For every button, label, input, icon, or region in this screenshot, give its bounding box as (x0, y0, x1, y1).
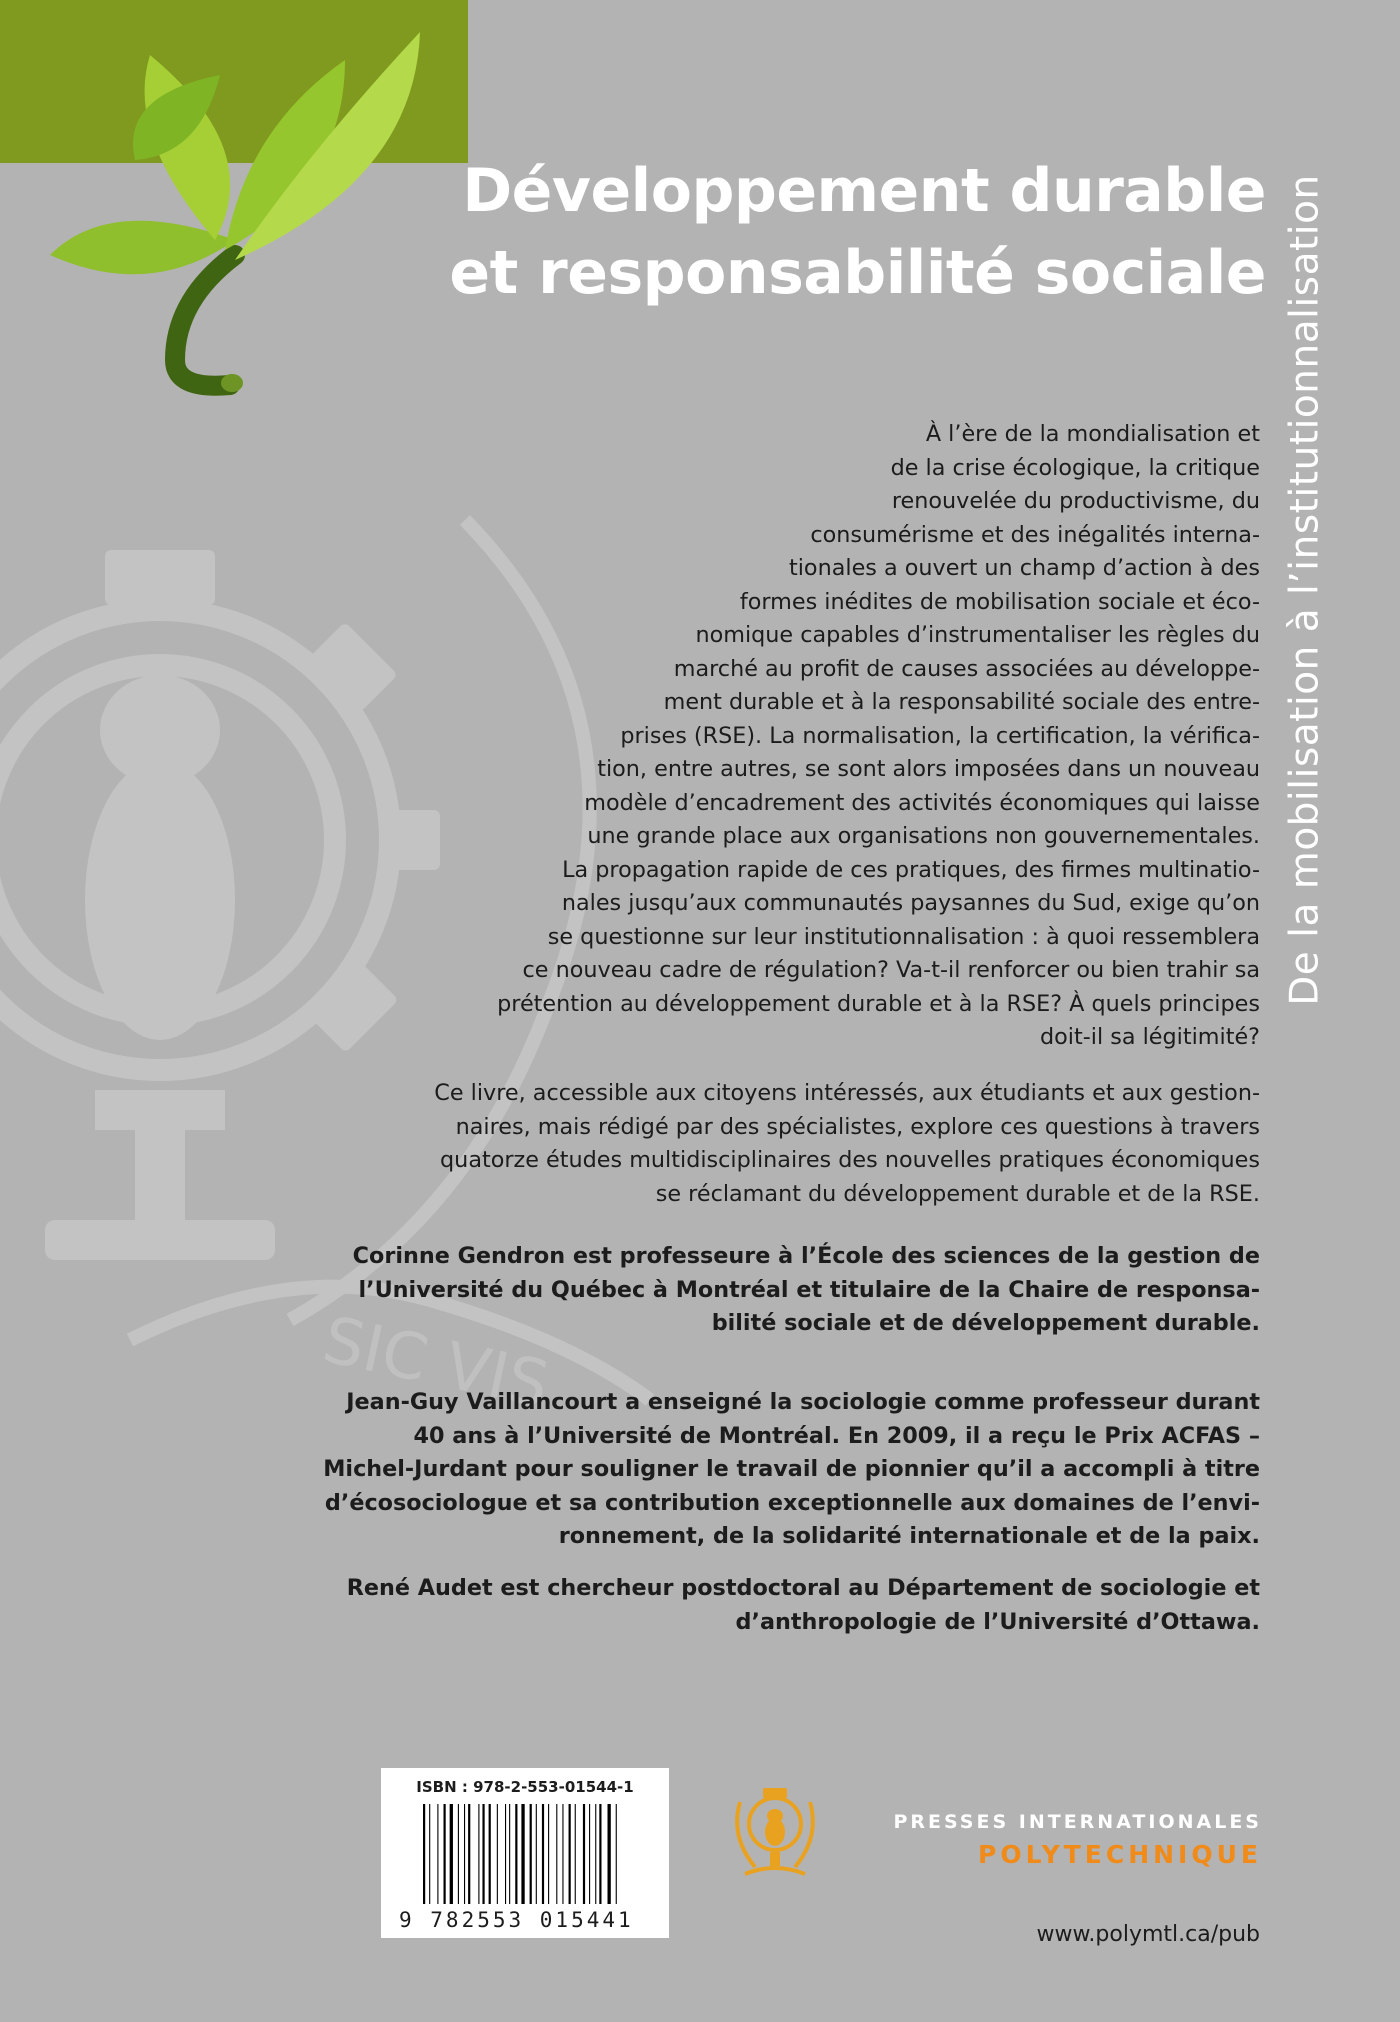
text-line: modèle d’encadrement des activités économiques qui laisse (584, 789, 1260, 816)
barcode-number: 9 782553 015441 (399, 1908, 634, 1932)
text-line: d’écosociologue et sa contribution exceptionnelle aux domaines de l’envi- (324, 1489, 1260, 1516)
barcode-bar (616, 1804, 617, 1904)
barcode-bar (444, 1804, 446, 1904)
barcode-bar (482, 1804, 484, 1904)
isbn-label: ISBN : 978-2-553-01544-1 (416, 1778, 634, 1796)
barcode-bar (536, 1804, 537, 1904)
barcode-bar (548, 1804, 549, 1904)
emblem-motto: SIC VIS (316, 1303, 555, 1424)
publisher-name-line2: POLYTECHNIQUE (978, 1840, 1262, 1869)
barcode-bar (464, 1804, 465, 1904)
text-line: marché au profit de causes associées au développe- (673, 655, 1260, 682)
text-line: naires, mais rédigé par des spécialistes, explore ces questions à travers (455, 1113, 1260, 1140)
text-line: doit-il sa légitimité? (1039, 1024, 1260, 1050)
text-line: prises (RSE). La normalisation, la certification, la vérifica- (620, 722, 1260, 749)
title-line: Développement durable (462, 156, 1266, 226)
text-line: La propagation rapide de ces pratiques, des firmes multinatio- (562, 856, 1260, 883)
barcode-bar (458, 1804, 459, 1904)
text-line: ronnement, de la solidarité internationale et de la paix. (558, 1523, 1260, 1549)
barcode-bar (437, 1804, 438, 1904)
barcode-bar (575, 1804, 576, 1904)
text-line: se réclamant du développement durable et de la RSE. (655, 1180, 1260, 1207)
text-line: d’anthropologie de l’Université d’Ottawa. (735, 1608, 1260, 1635)
barcode-bar (450, 1804, 453, 1904)
barcode-bar (509, 1804, 510, 1904)
book-subtitle: De la mobilisation à l’institutionnalisation (1282, 174, 1328, 1006)
text-line: de la crise écologique, la critique (890, 454, 1260, 481)
text-line: se questionne sur leur institutionnalisation : à quoi ressemblera (547, 923, 1260, 950)
barcode-bar (489, 1804, 491, 1904)
barcode-bar (556, 1804, 557, 1904)
text-line: prétention au développement durable et à la RSE? À quels principes (497, 990, 1260, 1017)
text-line: tionales a ouvert un champ d’action à des (789, 555, 1260, 581)
text-line: consumérisme et des inégalités interna- (810, 521, 1260, 548)
text-line: formes inédites de mobilisation sociale et éco- (739, 588, 1260, 615)
isbn-barcode (381, 1768, 669, 1938)
text-line: une grande place aux organisations non gouvernementales. (587, 823, 1260, 849)
barcode-bar (468, 1804, 470, 1904)
leaf-sprig-icon (0, 0, 470, 420)
text-line: l’Université du Québec à Montréal et titulaire de la Chaire de responsa- (358, 1276, 1260, 1303)
barcode-bar (599, 1804, 601, 1904)
text-line: À l’ère de la mondialisation et (925, 421, 1260, 447)
title-line: et responsabilité sociale (449, 238, 1266, 308)
barcode-bar (505, 1804, 506, 1904)
barcode-bar (569, 1804, 571, 1904)
subtitle-container (1265, 165, 1345, 1015)
text-line: bilité sociale et de développement durable. (711, 1310, 1260, 1336)
barcode-bar (521, 1804, 524, 1904)
barcode-bar (530, 1804, 532, 1904)
text-line: renouvelée du productivisme, du (891, 488, 1260, 514)
barcode-bar (478, 1804, 479, 1904)
barcode-bar (423, 1804, 425, 1904)
author-bio-vaillancourt (323, 1386, 1260, 1554)
barcode-bar (589, 1804, 590, 1904)
text-line: ment durable et à la responsabilité sociale des entre- (663, 689, 1260, 715)
author-bio-audet (347, 1572, 1260, 1639)
text-line: Corinne Gendron est professeure à l’École des sciences de la gestion de (352, 1243, 1260, 1269)
description-paragraph-2 (434, 1077, 1260, 1211)
text-line: quatorze études multidisciplinaires des nouvelles pratiques économiques (440, 1147, 1260, 1173)
text-line: Michel-Jurdant pour souligner le travail de pionnier qu’il a accompli à titre (323, 1456, 1260, 1482)
barcode-bars (423, 1804, 653, 1904)
text-line: nomique capables d’instrumentaliser les règles du (695, 622, 1260, 648)
barcode-bar (542, 1804, 544, 1904)
text-line: tion, entre autres, se sont alors imposées dans un nouveau (597, 756, 1260, 782)
publisher-emblem-icon (730, 1782, 820, 1887)
text-line: Ce livre, accessible aux citoyens intéressés, aux étudiants et aux gestion- (434, 1080, 1260, 1106)
text-line: nales jusqu’aux communautés paysannes du Sud, exige qu’on (561, 890, 1260, 916)
author-bio-gendron (353, 1240, 1260, 1341)
barcode-bar (608, 1804, 611, 1904)
barcode-bar (497, 1804, 498, 1904)
barcode-bar (515, 1804, 517, 1904)
publisher-website-link[interactable]: www.polymtl.ca/pub (1036, 1922, 1260, 1947)
book-title (449, 150, 1266, 314)
barcode-bar (562, 1804, 563, 1904)
barcode-bar (583, 1804, 585, 1904)
barcode-bar (429, 1804, 430, 1904)
text-line: ce nouveau cadre de régulation? Va-t-il renforcer ou bien trahir sa (522, 957, 1260, 983)
text-line: 40 ans à l’Université de Montréal. En 2009, il a reçu le Prix ACFAS – (413, 1422, 1260, 1449)
text-line: René Audet est chercheur postdoctoral au Département de sociologie et (346, 1575, 1260, 1601)
barcode-bar (595, 1804, 596, 1904)
text-line: Jean-Guy Vaillancourt a enseigné la sociologie comme professeur durant (346, 1389, 1260, 1415)
description-paragraph-1 (497, 418, 1260, 1055)
publisher-name-line1: PRESSES INTERNATIONALES (893, 1811, 1262, 1833)
